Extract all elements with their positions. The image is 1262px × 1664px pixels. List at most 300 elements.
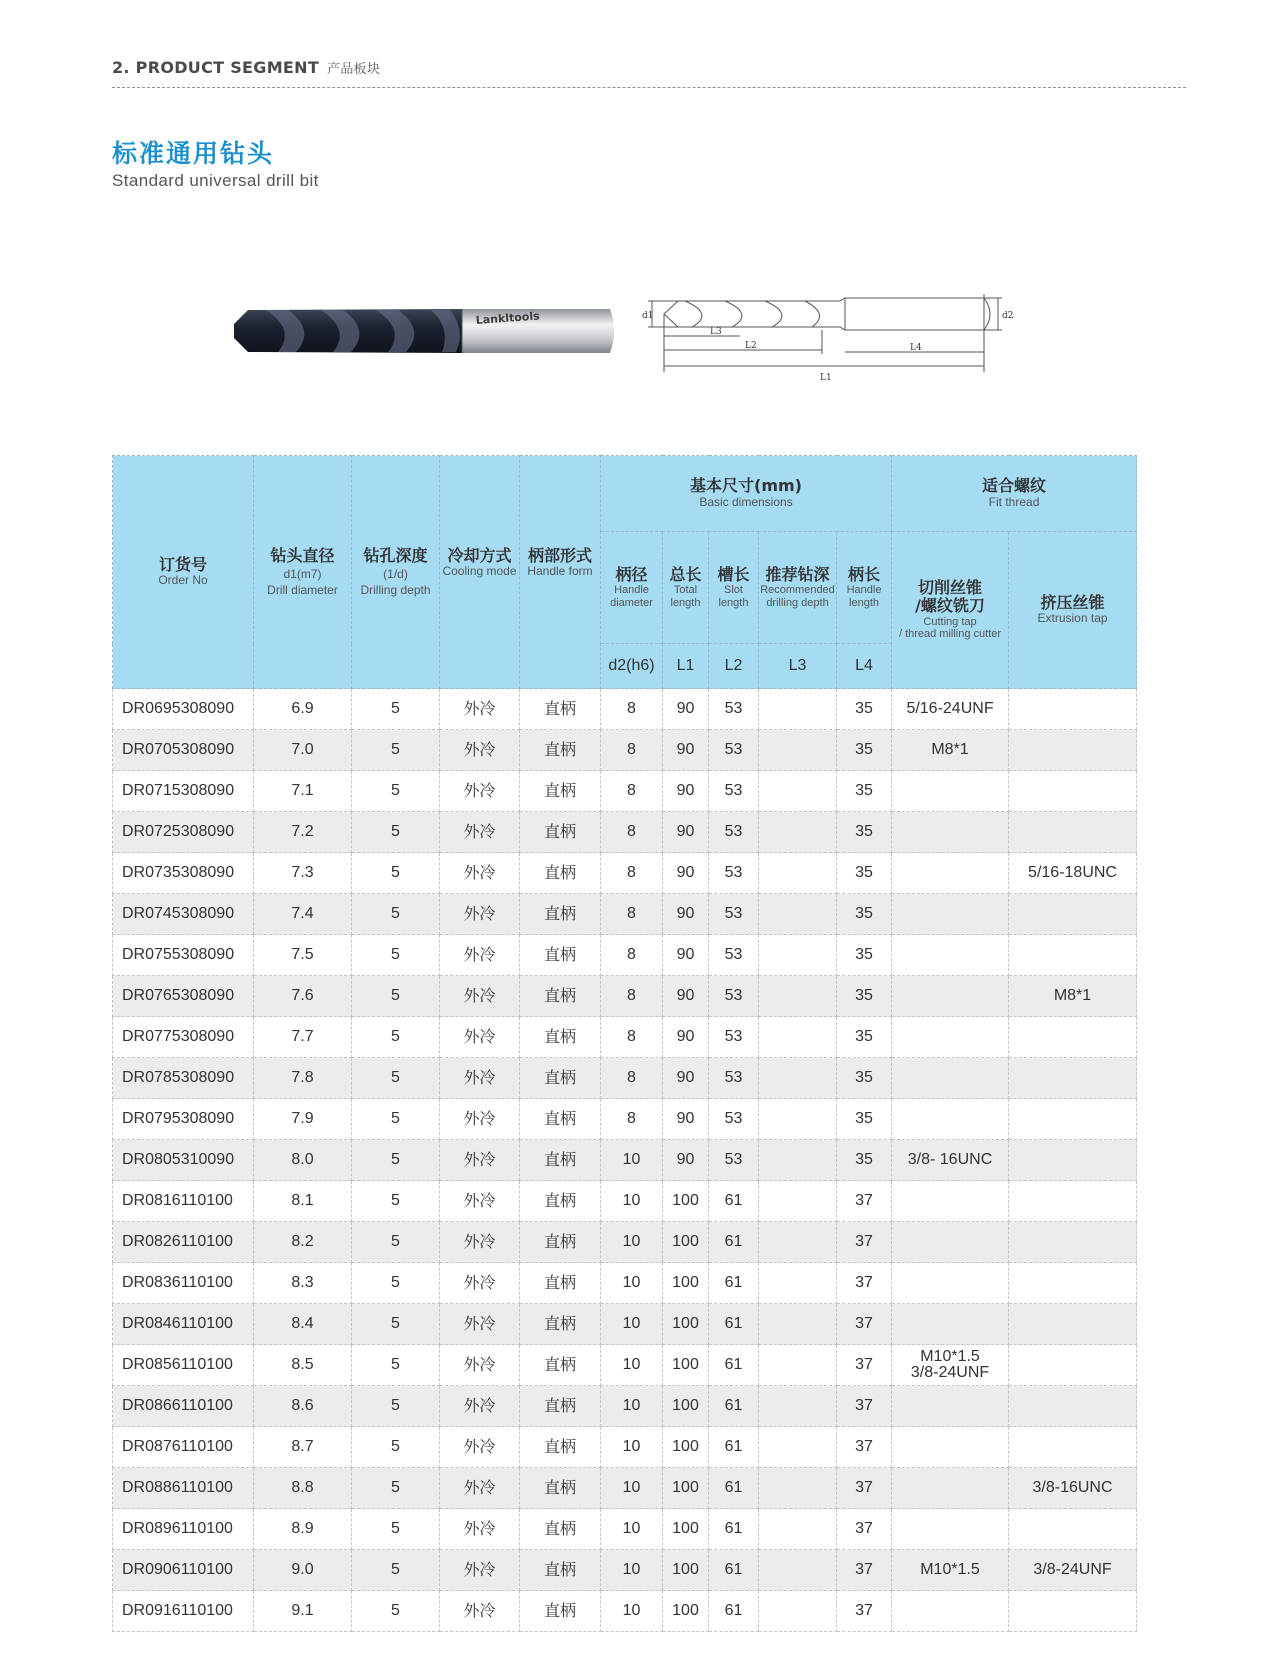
- cell-drilling-depth: 5: [352, 1468, 440, 1509]
- header-cooling-mode: 冷却方式 Cooling mode: [440, 456, 520, 689]
- cell-slot-length: 53: [709, 1140, 759, 1181]
- cell-handle-diameter: 10: [601, 1263, 663, 1304]
- cell-slot-length: 53: [709, 730, 759, 771]
- cell-order-no: DR0846110100: [113, 1304, 254, 1345]
- cell-order-no: DR0745308090: [113, 894, 254, 935]
- cell-extrusion-tap: 3/8-24UNF: [1009, 1550, 1137, 1591]
- section-label: [112, 58, 380, 77]
- table-row: [113, 1386, 1137, 1427]
- header-extrusion-tap: 挤压丝锥 Extrusion tap: [1009, 532, 1137, 689]
- header-fit-thread: 适合螺纹 Fit thread: [892, 456, 1137, 532]
- cell-drill-diameter: 7.6: [254, 976, 352, 1017]
- cell-handle-diameter: 10: [601, 1140, 663, 1181]
- cell-handle-diameter: 8: [601, 1099, 663, 1140]
- cell-order-no: DR0795308090: [113, 1099, 254, 1140]
- page-subtitle: Standard universal drill bit: [112, 171, 319, 190]
- cell-extrusion-tap: [1009, 1345, 1137, 1386]
- cell-handle-diameter: 8: [601, 730, 663, 771]
- cell-slot-length: 61: [709, 1509, 759, 1550]
- drill-brand-text: Lankltools: [475, 309, 541, 327]
- cell-order-no: DR0896110100: [113, 1509, 254, 1550]
- cell-total-length: 90: [663, 976, 709, 1017]
- cell-handle-diameter: 8: [601, 894, 663, 935]
- header-drilling-depth: 钻孔深度 (1/d) Drilling depth: [352, 456, 440, 689]
- cell-handle-length: 37: [837, 1427, 892, 1468]
- cell-order-no: DR0765308090: [113, 976, 254, 1017]
- header-code-l4: L4: [837, 644, 892, 689]
- cell-total-length: 100: [663, 1345, 709, 1386]
- cell-slot-length: 53: [709, 853, 759, 894]
- cell-drill-diameter: 7.1: [254, 771, 352, 812]
- cell-handle-diameter: 10: [601, 1345, 663, 1386]
- cell-handle-length: 37: [837, 1386, 892, 1427]
- cell-extrusion-tap: [1009, 894, 1137, 935]
- cell-handle-form: 直柄: [520, 1304, 601, 1345]
- cell-drilling-depth: 5: [352, 853, 440, 894]
- table-row: [113, 730, 1137, 771]
- cell-handle-length: 37: [837, 1222, 892, 1263]
- cell-slot-length: 53: [709, 894, 759, 935]
- cell-cutting-tap: [892, 976, 1009, 1017]
- cell-handle-form: 直柄: [520, 1181, 601, 1222]
- cell-drilling-depth: 5: [352, 730, 440, 771]
- table-row: [113, 1345, 1137, 1386]
- table-row: [113, 1058, 1137, 1099]
- cell-handle-length: 35: [837, 1058, 892, 1099]
- cell-extrusion-tap: [1009, 689, 1137, 730]
- table-row: [113, 771, 1137, 812]
- cell-drilling-depth: 5: [352, 1222, 440, 1263]
- cell-drill-diameter: 7.7: [254, 1017, 352, 1058]
- cell-extrusion-tap: [1009, 935, 1137, 976]
- cell-order-no: DR0816110100: [113, 1181, 254, 1222]
- cell-recommended-depth: [759, 689, 837, 730]
- table-row: [113, 812, 1137, 853]
- header-recommended-depth: 推荐钻深 Recommended drilling depth: [759, 532, 837, 644]
- cell-handle-length: 35: [837, 730, 892, 771]
- cell-handle-form: 直柄: [520, 1427, 601, 1468]
- cell-drill-diameter: 7.4: [254, 894, 352, 935]
- dim-l2: L2: [745, 341, 757, 351]
- dim-l1: L1: [820, 373, 832, 383]
- cell-handle-diameter: 10: [601, 1181, 663, 1222]
- cell-cooling-mode: 外冷: [440, 771, 520, 812]
- cell-drill-diameter: 8.5: [254, 1345, 352, 1386]
- cell-handle-form: 直柄: [520, 1058, 601, 1099]
- cell-total-length: 100: [663, 1509, 709, 1550]
- cell-slot-length: 61: [709, 1263, 759, 1304]
- cell-recommended-depth: [759, 1550, 837, 1591]
- table-row: [113, 853, 1137, 894]
- cell-order-no: DR0856110100: [113, 1345, 254, 1386]
- cell-order-no: DR0876110100: [113, 1427, 254, 1468]
- cell-order-no: DR0735308090: [113, 853, 254, 894]
- cell-slot-length: 53: [709, 976, 759, 1017]
- table-row: [113, 1509, 1137, 1550]
- cell-drilling-depth: 5: [352, 1140, 440, 1181]
- cell-extrusion-tap: [1009, 1140, 1137, 1181]
- cell-recommended-depth: [759, 730, 837, 771]
- cell-cutting-tap: [892, 1386, 1009, 1427]
- header-code-l1: L1: [663, 644, 709, 689]
- section-divider: [112, 87, 1186, 88]
- cell-cooling-mode: 外冷: [440, 689, 520, 730]
- cell-handle-length: 37: [837, 1509, 892, 1550]
- cell-handle-form: 直柄: [520, 1386, 601, 1427]
- cell-handle-form: 直柄: [520, 1222, 601, 1263]
- cell-extrusion-tap: 5/16-18UNC: [1009, 853, 1137, 894]
- header-cutting-tap: 切削丝锥 /螺纹铣刀 Cutting tap / thread milling cutter: [892, 532, 1009, 689]
- cell-handle-diameter: 8: [601, 976, 663, 1017]
- cell-cooling-mode: 外冷: [440, 812, 520, 853]
- cell-handle-diameter: 8: [601, 771, 663, 812]
- cell-total-length: 90: [663, 689, 709, 730]
- cell-total-length: 100: [663, 1427, 709, 1468]
- cell-drilling-depth: 5: [352, 771, 440, 812]
- cell-cooling-mode: 外冷: [440, 1304, 520, 1345]
- dim-d1: d1: [642, 311, 654, 321]
- cell-drilling-depth: 5: [352, 1181, 440, 1222]
- cell-handle-form: 直柄: [520, 853, 601, 894]
- cell-recommended-depth: [759, 1140, 837, 1181]
- cell-cooling-mode: 外冷: [440, 1140, 520, 1181]
- cell-order-no: DR0826110100: [113, 1222, 254, 1263]
- product-table: [112, 455, 1137, 1632]
- cell-cooling-mode: 外冷: [440, 1550, 520, 1591]
- cell-total-length: 90: [663, 894, 709, 935]
- cell-cutting-tap: [892, 812, 1009, 853]
- cell-handle-diameter: 8: [601, 689, 663, 730]
- cell-cutting-tap: [892, 1304, 1009, 1345]
- cell-handle-diameter: 10: [601, 1550, 663, 1591]
- cell-drill-diameter: 6.9: [254, 689, 352, 730]
- cell-cooling-mode: 外冷: [440, 853, 520, 894]
- cell-recommended-depth: [759, 1222, 837, 1263]
- cell-cooling-mode: 外冷: [440, 1345, 520, 1386]
- cell-slot-length: 61: [709, 1468, 759, 1509]
- cell-extrusion-tap: [1009, 1304, 1137, 1345]
- cell-handle-diameter: 10: [601, 1427, 663, 1468]
- dim-d2: d2: [1002, 311, 1014, 321]
- cell-cutting-tap: [892, 771, 1009, 812]
- cell-cooling-mode: 外冷: [440, 894, 520, 935]
- cell-order-no: DR0755308090: [113, 935, 254, 976]
- cell-handle-length: 35: [837, 976, 892, 1017]
- cell-extrusion-tap: [1009, 771, 1137, 812]
- cell-recommended-depth: [759, 812, 837, 853]
- table-row: [113, 1140, 1137, 1181]
- header-handle-form: 柄部形式 Handle form: [520, 456, 601, 689]
- cell-extrusion-tap: [1009, 1263, 1137, 1304]
- cell-total-length: 90: [663, 812, 709, 853]
- cell-cooling-mode: 外冷: [440, 1058, 520, 1099]
- header-basic-dimensions: 基本尺寸(mm) Basic dimensions: [601, 456, 892, 532]
- cell-slot-length: 61: [709, 1345, 759, 1386]
- cell-recommended-depth: [759, 1386, 837, 1427]
- cell-handle-length: 37: [837, 1263, 892, 1304]
- cell-recommended-depth: [759, 771, 837, 812]
- cell-drill-diameter: 8.8: [254, 1468, 352, 1509]
- cell-handle-diameter: 8: [601, 1058, 663, 1099]
- cell-handle-diameter: 10: [601, 1509, 663, 1550]
- cell-cutting-tap: [892, 1427, 1009, 1468]
- cell-handle-form: 直柄: [520, 1345, 601, 1386]
- cell-drill-diameter: 9.1: [254, 1591, 352, 1632]
- cell-recommended-depth: [759, 1509, 837, 1550]
- cell-slot-length: 53: [709, 689, 759, 730]
- cell-recommended-depth: [759, 976, 837, 1017]
- cell-total-length: 100: [663, 1591, 709, 1632]
- cell-cooling-mode: 外冷: [440, 1181, 520, 1222]
- cell-recommended-depth: [759, 1099, 837, 1140]
- cell-cooling-mode: 外冷: [440, 1099, 520, 1140]
- table-row: [113, 894, 1137, 935]
- cell-slot-length: 53: [709, 1099, 759, 1140]
- cell-order-no: DR0805310090: [113, 1140, 254, 1181]
- cell-total-length: 100: [663, 1181, 709, 1222]
- cell-drilling-depth: 5: [352, 1345, 440, 1386]
- cell-handle-form: 直柄: [520, 1550, 601, 1591]
- cell-order-no: DR0836110100: [113, 1263, 254, 1304]
- cell-handle-form: 直柄: [520, 689, 601, 730]
- cell-handle-form: 直柄: [520, 812, 601, 853]
- cell-slot-length: 61: [709, 1222, 759, 1263]
- cell-drilling-depth: 5: [352, 689, 440, 730]
- cell-handle-form: 直柄: [520, 976, 601, 1017]
- table-row: [113, 1263, 1137, 1304]
- cell-drill-diameter: 9.0: [254, 1550, 352, 1591]
- table-row: [113, 1468, 1137, 1509]
- cell-drill-diameter: 8.3: [254, 1263, 352, 1304]
- cell-order-no: DR0715308090: [113, 771, 254, 812]
- cell-cutting-tap: [892, 1181, 1009, 1222]
- header-order-no: 订货号 Order No: [113, 456, 254, 689]
- header-handle-length: 柄长 Handle length: [837, 532, 892, 644]
- cell-drilling-depth: 5: [352, 1099, 440, 1140]
- cell-drill-diameter: 8.4: [254, 1304, 352, 1345]
- cell-handle-diameter: 8: [601, 853, 663, 894]
- cell-total-length: 100: [663, 1263, 709, 1304]
- cell-drill-diameter: 7.3: [254, 853, 352, 894]
- cell-extrusion-tap: [1009, 1509, 1137, 1550]
- cell-total-length: 90: [663, 1017, 709, 1058]
- cell-slot-length: 53: [709, 1017, 759, 1058]
- cell-total-length: 90: [663, 853, 709, 894]
- cell-handle-diameter: 8: [601, 935, 663, 976]
- cell-handle-length: 37: [837, 1550, 892, 1591]
- cell-cutting-tap: [892, 1591, 1009, 1632]
- cell-handle-diameter: 10: [601, 1591, 663, 1632]
- cell-drilling-depth: 5: [352, 1017, 440, 1058]
- cell-drilling-depth: 5: [352, 1263, 440, 1304]
- cell-total-length: 100: [663, 1222, 709, 1263]
- cell-slot-length: 61: [709, 1591, 759, 1632]
- cell-extrusion-tap: [1009, 1181, 1137, 1222]
- cell-cooling-mode: 外冷: [440, 935, 520, 976]
- cell-handle-form: 直柄: [520, 1140, 601, 1181]
- cell-total-length: 90: [663, 1140, 709, 1181]
- cell-cutting-tap: M10*1.5: [892, 1550, 1009, 1591]
- cell-handle-form: 直柄: [520, 730, 601, 771]
- table-row: [113, 1181, 1137, 1222]
- header-drill-diameter: 钻头直径 d1(m7) Drill diameter: [254, 456, 352, 689]
- drill-bit-photo: [226, 300, 622, 362]
- table-row: [113, 689, 1137, 730]
- cell-slot-length: 53: [709, 812, 759, 853]
- cell-extrusion-tap: [1009, 1017, 1137, 1058]
- cell-cutting-tap: [892, 1509, 1009, 1550]
- cell-recommended-depth: [759, 1181, 837, 1222]
- cell-handle-length: 35: [837, 1140, 892, 1181]
- cell-extrusion-tap: [1009, 1058, 1137, 1099]
- cell-extrusion-tap: [1009, 1222, 1137, 1263]
- cell-recommended-depth: [759, 894, 837, 935]
- section-label-cn: 产品板块: [327, 62, 381, 77]
- table-body: [113, 689, 1137, 1632]
- cell-extrusion-tap: M8*1: [1009, 976, 1137, 1017]
- cell-handle-form: 直柄: [520, 1263, 601, 1304]
- cell-recommended-depth: [759, 1468, 837, 1509]
- cell-total-length: 100: [663, 1468, 709, 1509]
- cell-slot-length: 61: [709, 1304, 759, 1345]
- cell-slot-length: 61: [709, 1427, 759, 1468]
- cell-cutting-tap: 3/8- 16UNC: [892, 1140, 1009, 1181]
- cell-total-length: 90: [663, 1099, 709, 1140]
- cell-handle-length: 35: [837, 853, 892, 894]
- cell-extrusion-tap: [1009, 1591, 1137, 1632]
- cell-cutting-tap: [892, 1263, 1009, 1304]
- cell-drilling-depth: 5: [352, 1509, 440, 1550]
- cell-recommended-depth: [759, 1304, 837, 1345]
- cell-drill-diameter: 8.1: [254, 1181, 352, 1222]
- cell-drill-diameter: 7.9: [254, 1099, 352, 1140]
- cell-order-no: DR0886110100: [113, 1468, 254, 1509]
- cell-cutting-tap: 5/16-24UNF: [892, 689, 1009, 730]
- cell-cooling-mode: 外冷: [440, 1222, 520, 1263]
- cell-slot-length: 53: [709, 771, 759, 812]
- cell-handle-form: 直柄: [520, 1099, 601, 1140]
- drill-dimension-drawing: [640, 290, 1015, 390]
- cell-handle-form: 直柄: [520, 1591, 601, 1632]
- cell-recommended-depth: [759, 1427, 837, 1468]
- cell-recommended-depth: [759, 1058, 837, 1099]
- cell-drilling-depth: 5: [352, 894, 440, 935]
- cell-cutting-tap: [892, 935, 1009, 976]
- cell-order-no: DR0785308090: [113, 1058, 254, 1099]
- page-title: 标准通用钻头: [112, 139, 275, 168]
- table-row: [113, 1017, 1137, 1058]
- cell-cutting-tap: [892, 894, 1009, 935]
- cell-drilling-depth: 5: [352, 1058, 440, 1099]
- cell-handle-length: 35: [837, 771, 892, 812]
- table-row: [113, 1550, 1137, 1591]
- cell-cutting-tap: [892, 1099, 1009, 1140]
- cell-drilling-depth: 5: [352, 1591, 440, 1632]
- cell-extrusion-tap: [1009, 1099, 1137, 1140]
- cell-order-no: DR0775308090: [113, 1017, 254, 1058]
- cell-recommended-depth: [759, 1263, 837, 1304]
- cell-total-length: 90: [663, 935, 709, 976]
- cell-handle-length: 35: [837, 935, 892, 976]
- cell-handle-length: 35: [837, 1017, 892, 1058]
- cell-handle-diameter: 8: [601, 812, 663, 853]
- cell-handle-length: 37: [837, 1304, 892, 1345]
- cell-total-length: 90: [663, 730, 709, 771]
- cell-recommended-depth: [759, 853, 837, 894]
- cell-cooling-mode: 外冷: [440, 1509, 520, 1550]
- cell-drill-diameter: 8.9: [254, 1509, 352, 1550]
- cell-handle-diameter: 10: [601, 1222, 663, 1263]
- cell-handle-form: 直柄: [520, 894, 601, 935]
- cell-extrusion-tap: [1009, 730, 1137, 771]
- cell-handle-length: 35: [837, 1099, 892, 1140]
- cell-drilling-depth: 5: [352, 812, 440, 853]
- cell-drilling-depth: 5: [352, 1386, 440, 1427]
- cell-drilling-depth: 5: [352, 1550, 440, 1591]
- cell-cutting-tap: [892, 1468, 1009, 1509]
- cell-total-length: 90: [663, 1058, 709, 1099]
- cell-drill-diameter: 8.7: [254, 1427, 352, 1468]
- cell-cutting-tap: [892, 1058, 1009, 1099]
- cell-drill-diameter: 7.2: [254, 812, 352, 853]
- table-row: [113, 1099, 1137, 1140]
- cell-recommended-depth: [759, 1017, 837, 1058]
- cell-handle-form: 直柄: [520, 1509, 601, 1550]
- cell-total-length: 100: [663, 1386, 709, 1427]
- cell-extrusion-tap: [1009, 812, 1137, 853]
- cell-handle-diameter: 10: [601, 1386, 663, 1427]
- cell-total-length: 100: [663, 1550, 709, 1591]
- cell-cooling-mode: 外冷: [440, 976, 520, 1017]
- cell-drill-diameter: 8.2: [254, 1222, 352, 1263]
- cell-drill-diameter: 7.5: [254, 935, 352, 976]
- header-slot-length: 槽长 Slot length: [709, 532, 759, 644]
- cell-handle-diameter: 10: [601, 1468, 663, 1509]
- cell-handle-form: 直柄: [520, 771, 601, 812]
- cell-cutting-tap: [892, 1222, 1009, 1263]
- cell-cooling-mode: 外冷: [440, 1468, 520, 1509]
- cell-handle-diameter: 8: [601, 1017, 663, 1058]
- cell-handle-length: 35: [837, 812, 892, 853]
- cell-drilling-depth: 5: [352, 1304, 440, 1345]
- cell-extrusion-tap: [1009, 1427, 1137, 1468]
- cell-handle-length: 35: [837, 894, 892, 935]
- section-label-en: 2. PRODUCT SEGMENT: [112, 58, 320, 77]
- cell-slot-length: 61: [709, 1550, 759, 1591]
- table-row: [113, 1304, 1137, 1345]
- cell-drill-diameter: 8.0: [254, 1140, 352, 1181]
- dim-l4: L4: [910, 343, 922, 353]
- cell-cooling-mode: 外冷: [440, 1386, 520, 1427]
- header-code-l3: L3: [759, 644, 837, 689]
- cell-order-no: DR0916110100: [113, 1591, 254, 1632]
- header-handle-diameter: 柄径 Handle diameter: [601, 532, 663, 644]
- table-row: [113, 935, 1137, 976]
- header-code-l2: L2: [709, 644, 759, 689]
- cell-handle-form: 直柄: [520, 1468, 601, 1509]
- cell-handle-form: 直柄: [520, 935, 601, 976]
- cell-cutting-tap: [892, 1017, 1009, 1058]
- cell-recommended-depth: [759, 1591, 837, 1632]
- cell-drill-diameter: 8.6: [254, 1386, 352, 1427]
- cell-cutting-tap: [892, 853, 1009, 894]
- cell-recommended-depth: [759, 935, 837, 976]
- cell-slot-length: 61: [709, 1386, 759, 1427]
- header-total-length: 总长 Total length: [663, 532, 709, 644]
- cell-order-no: DR0906110100: [113, 1550, 254, 1591]
- cell-cutting-tap: M10*1.5 3/8-24UNF: [892, 1345, 1009, 1386]
- cell-order-no: DR0866110100: [113, 1386, 254, 1427]
